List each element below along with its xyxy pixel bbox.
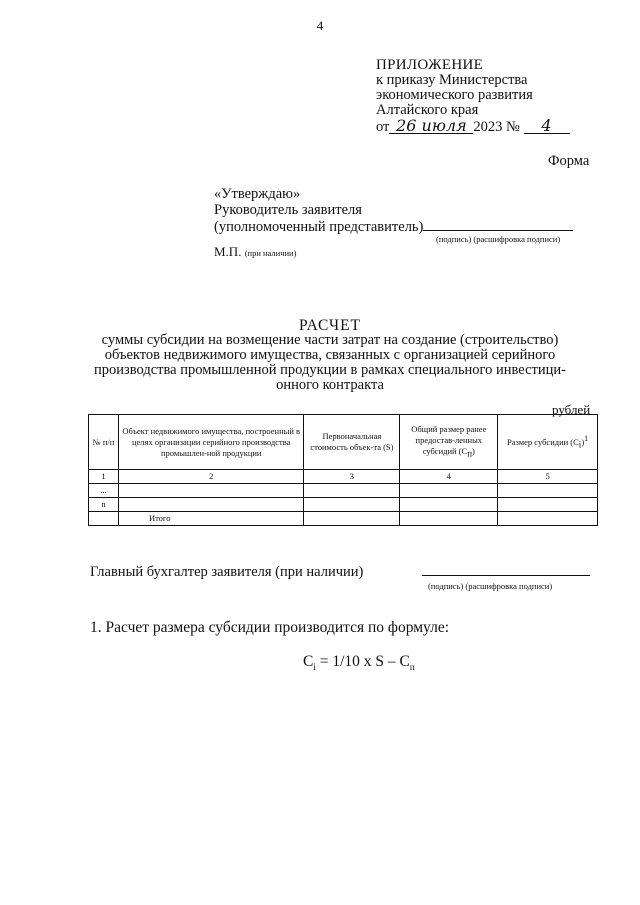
- total-label: Итого: [118, 512, 304, 526]
- signature-caption: (подпись) (расшифровка подписи): [436, 234, 561, 244]
- column-number: 1: [89, 470, 119, 484]
- representative-label: (уполномоченный представитель): [214, 219, 424, 235]
- date-prefix: от: [376, 119, 390, 135]
- formula: $C_i = 1/10$ x S – $C_п$: [303, 653, 415, 673]
- table-row: [89, 498, 598, 512]
- cell-previous: [400, 498, 498, 512]
- header-object: Объект недвижимого имущества, построенный в целях организации серийного производства промышлен-ной продукции: [118, 415, 304, 470]
- cell-cost: [304, 484, 400, 498]
- accountant-signature-caption: (подпись) (расшифровка подписи): [428, 581, 553, 591]
- total-size: [498, 512, 598, 526]
- cell-size: [498, 498, 598, 512]
- cell-object: [118, 498, 304, 512]
- approval-line-2: Руководитель заявителя: [214, 202, 362, 218]
- heading-line-3: производства промышленной продукции в рамках специального инвестици-: [94, 362, 566, 378]
- heading-line-4: онного контракта: [276, 377, 384, 393]
- header-initial-cost: Первоначальная стоимость объек-та (S): [304, 415, 400, 470]
- column-number: 3: [304, 470, 400, 484]
- stamp-label: М.П.: [214, 244, 242, 259]
- appendix-date-line: [376, 118, 570, 135]
- cell-object: [118, 484, 304, 498]
- cell-cost: [304, 498, 400, 512]
- cell-size: [498, 484, 598, 498]
- heading-line-1: суммы субсидии на возмещение части затрат на создание (строительство): [101, 332, 559, 348]
- row-number: n: [89, 498, 119, 512]
- year-number-label: 2023 №: [473, 119, 520, 135]
- units-label: рублей: [552, 402, 591, 417]
- stamp-line: [214, 244, 296, 260]
- document-heading: [80, 318, 580, 393]
- header-number: № п/п: [89, 415, 119, 470]
- table-numbering-row: [89, 470, 598, 484]
- total-previous: [400, 512, 498, 526]
- calculation-table: [88, 414, 598, 526]
- handwritten-date: 26 июля: [389, 118, 473, 134]
- heading-line-2: объектов недвижимого имущества, связанных с организацией серийного: [104, 347, 556, 363]
- column-number: 2: [118, 470, 304, 484]
- appendix-line-2: экономического развития: [376, 87, 533, 103]
- handwritten-number: 4: [524, 118, 570, 134]
- table-row: [89, 484, 598, 498]
- page-number: 4: [316, 18, 324, 33]
- total-cost: [304, 512, 400, 526]
- column-number: 5: [498, 470, 598, 484]
- total-number: [89, 512, 119, 526]
- signature-line: [423, 218, 573, 231]
- formula-intro: 1. Расчет размера субсидии производится по формуле:: [90, 619, 450, 636]
- appendix-line-1: к приказу Министерства: [376, 72, 528, 88]
- appendix-line-3: Алтайского края: [376, 102, 479, 118]
- heading-title: РАСЧЕТ: [298, 317, 362, 334]
- row-number: ...: [89, 484, 119, 498]
- stamp-note: (при наличии): [244, 248, 297, 258]
- cell-previous: [400, 484, 498, 498]
- approval-title: «Утверждаю»: [214, 186, 301, 202]
- table-header-row: [89, 415, 598, 470]
- header-previous-subsidies: Общий размер ранее предостав-ленных субсидий $(C_п)$: [400, 415, 498, 470]
- appendix-block: [376, 58, 570, 135]
- approval-block: [214, 186, 573, 235]
- column-number: 4: [400, 470, 498, 484]
- form-label: Форма: [548, 153, 590, 169]
- table-total-row: [89, 512, 598, 526]
- approval-line-3: [214, 218, 573, 235]
- accountant-signature-line: [422, 575, 590, 576]
- appendix-title: ПРИЛОЖЕНИЕ: [376, 57, 484, 73]
- header-subsidy-size: Размер субсидии $(C_i)^1$: [498, 415, 598, 470]
- accountant-label: Главный бухгалтер заявителя (при наличии): [90, 564, 364, 580]
